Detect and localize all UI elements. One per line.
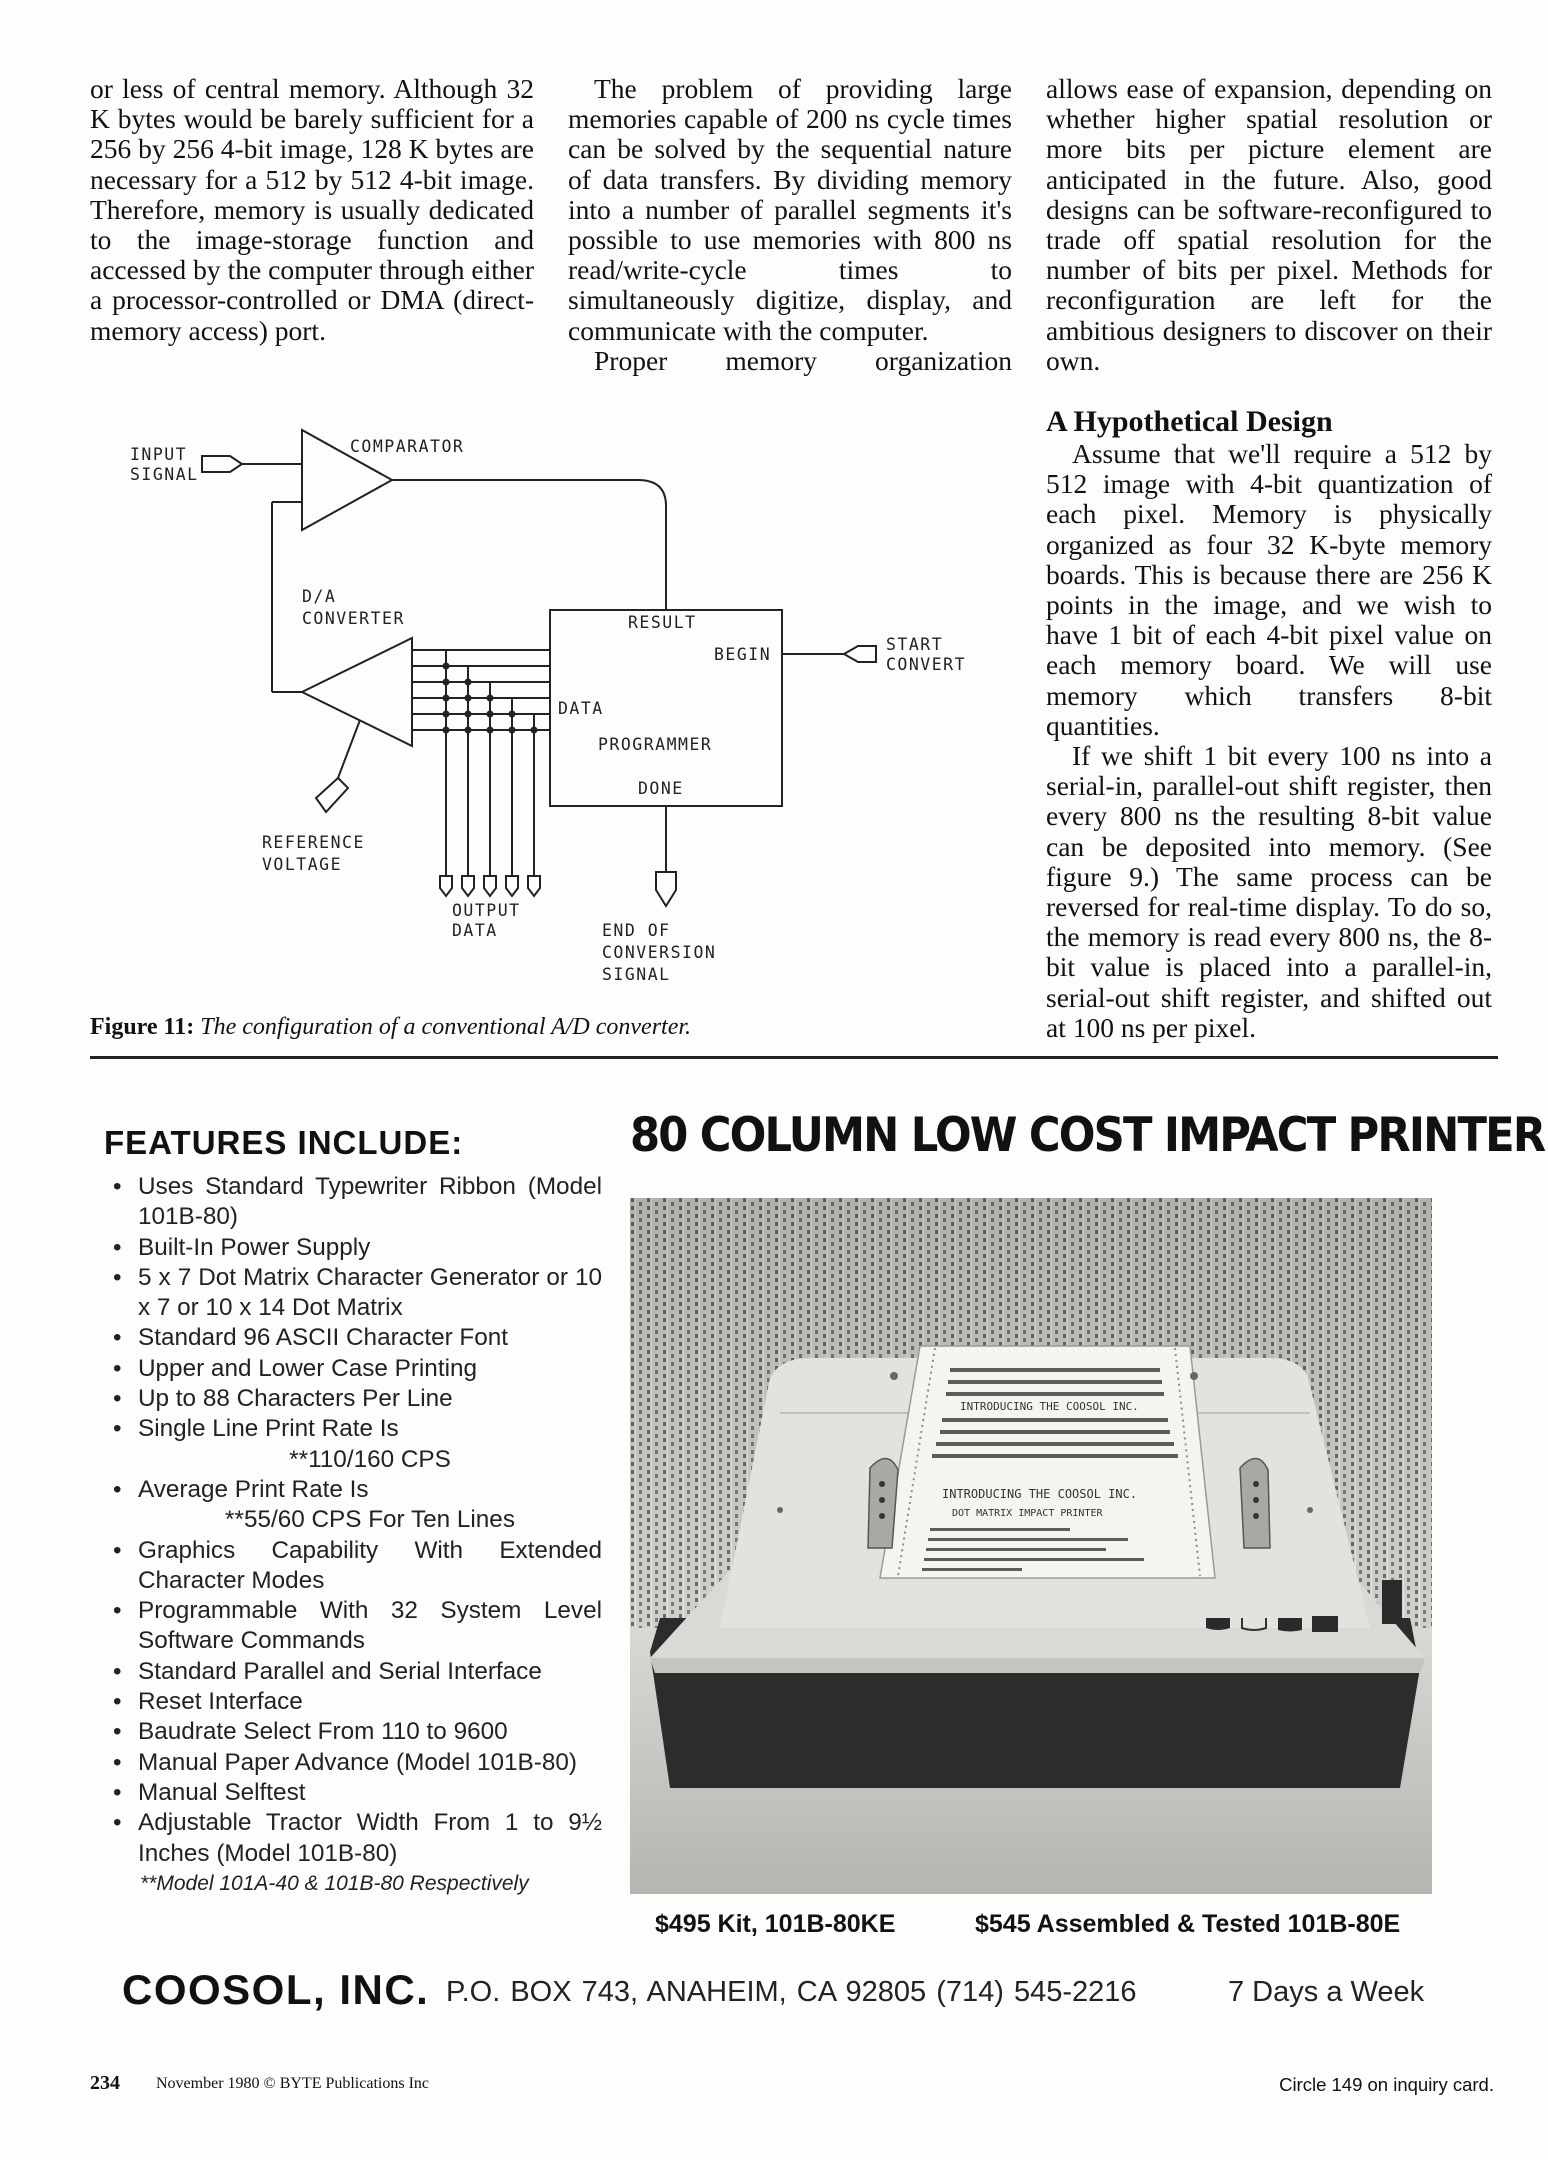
features-list — [108, 1172, 602, 1869]
feature-item-single-rate — [108, 1414, 602, 1475]
feature-item: • Graphics Capability With Extended Character Modes — [108, 1536, 602, 1597]
feature-item: • Baudrate Select From 110 to 9600 — [108, 1717, 602, 1747]
price-assembled: $545 Assembled & Tested 101B-80E — [975, 1910, 1401, 1938]
feature-text: Average Print Rate Is — [138, 1475, 369, 1503]
feature-item: • 5 x 7 Dot Matrix Character Generator or 10 x 7 or 10 x 14 Dot Matrix — [108, 1263, 602, 1324]
inquiry-note: Circle 149 on inquiry card. — [1279, 2074, 1494, 2095]
col3-paragraph-1: allows ease of expansion, depending on whether higher spatial resolution or more bits per picture element are anticipated in the future. Also, good designs can be software-reconfigured to trade off spatial resolution for the number of bits per pixel. Methods for reconfiguration are left for the ambitious designers to discover on their own. — [1046, 73, 1492, 376]
label-input: INPUT — [130, 445, 188, 464]
page-number: 234 — [90, 2072, 120, 2094]
section-divider — [90, 1056, 1498, 1059]
label-end-of: END OF — [602, 921, 671, 940]
feature-item: • Manual Selftest — [108, 1778, 602, 1808]
feature-item: • Up to 88 Characters Per Line — [108, 1384, 602, 1414]
label-da: D/A — [302, 587, 337, 606]
article-column-3-lower — [1046, 405, 1492, 1043]
start-connector — [844, 646, 876, 662]
feature-item: • Standard Parallel and Serial Interface — [108, 1657, 602, 1687]
label-begin: BEGIN — [714, 645, 772, 664]
feature-item-average-rate — [108, 1475, 602, 1536]
company-address: P.O. BOX 743, ANAHEIM, CA 92805 (714) 545-2216 — [446, 1976, 1137, 2008]
paper-line-1: INTRODUCING THE COOSOL INC. — [960, 1400, 1139, 1413]
features-footnote: **Model 101A-40 & 101B-80 Respectively — [140, 1872, 529, 1895]
ad-title: 80 COLUMN LOW COST IMPACT PRINTER — [630, 1108, 1545, 1163]
feature-item: • Upper and Lower Case Printing — [108, 1354, 602, 1384]
caption-label: Figure 11: — [90, 1014, 195, 1040]
col3-paragraph-3: If we shift 1 bit every 100 ns into a serial-in, parallel-out shift register, then every 800 ns the resulting 8-bit value can be deposited into memory. (See figure 9.) The same process can be reversed for real-time display. To do so, the memory is read every 800 ns, the 8-bit value is placed into a parallel-in, serial-out shift register, and shifted out at 100 ns per pixel. — [1046, 740, 1492, 1043]
label-done: DONE — [638, 779, 684, 798]
label-data: DATA — [558, 699, 604, 718]
feature-item: • Reset Interface — [108, 1687, 602, 1717]
section-heading: A Hypothetical Design — [1046, 405, 1333, 438]
label-signal-out: SIGNAL — [602, 965, 671, 984]
feature-item: • Standard 96 ASCII Character Font — [108, 1323, 602, 1353]
company-hours: 7 Days a Week — [1228, 1976, 1425, 2008]
paper-line-1b: INTRODUCING THE COOSOL INC. — [942, 1487, 1138, 1501]
label-output: OUTPUT — [452, 901, 521, 920]
input-connector — [202, 456, 242, 472]
paper-line-2: DOT MATRIX IMPACT PRINTER — [952, 1508, 1103, 1519]
label-result: RESULT — [628, 613, 697, 632]
feature-item: • Adjustable Tractor Width From 1 to 9½ Inches (Model 101B-80) — [108, 1808, 602, 1869]
article-column-1 — [90, 74, 534, 346]
label-converter: CONVERTER — [302, 609, 405, 628]
ad-converter-diagram — [120, 420, 990, 1000]
feature-item: • Built-In Power Supply — [108, 1233, 602, 1263]
printer-photo — [630, 1198, 1432, 1894]
feature-item: • Manual Paper Advance (Model 101B-80) — [108, 1748, 602, 1778]
end-connector — [656, 872, 676, 906]
feature-item: • Programmable With 32 System Level Software Commands — [108, 1596, 602, 1657]
average-rate-value: **55/60 CPS For Ten Lines — [225, 1506, 515, 1534]
col2-paragraph-2: Proper memory organization — [594, 344, 1012, 376]
label-convert: CONVERT — [886, 655, 967, 674]
label-voltage: VOLTAGE — [262, 855, 343, 874]
col3-paragraph-2: Assume that we'll require a 512 by 512 image with 4-bit quantization of each pixel. Memory is physically organized as four 32 K-byte memory boards. This is because there are 256 K points in the image, and we wish to have 1 bit of each 4-bit pixel value on each memory board. We will use memory which transfers 8-bit quantities. — [1046, 438, 1492, 741]
label-reference: REFERENCE — [262, 833, 365, 852]
price-kit: $495 Kit, 101B-80KE — [655, 1910, 896, 1938]
feature-text: Single Line Print Rate Is — [138, 1415, 399, 1443]
company-name: COOSOL, INC. — [122, 1966, 430, 2013]
single-rate-value: **110/160 CPS — [289, 1445, 451, 1473]
article-column-3 — [1046, 74, 1492, 376]
caption-text: The configuration of a conventional A/D converter. — [200, 1014, 692, 1040]
label-comparator: COMPARATOR — [350, 437, 465, 456]
label-signal: SIGNAL — [130, 465, 199, 484]
label-output-data: DATA — [452, 921, 498, 940]
features-title: FEATURES INCLUDE: — [104, 1124, 464, 1161]
label-programmer: PROGRAMMER — [598, 735, 713, 754]
col2-paragraph-1: The problem of providing large memories capable of 200 ns cycle times can be solved by the sequential nature of data transfers. By dividing memory into a number of parallel segments it's possible to use memories with 800 ns read/write-cycle times to simultaneously digitize, display, and communicate with the computer. — [568, 73, 1012, 346]
reference-connector — [316, 778, 348, 812]
article-column-2 — [568, 74, 1012, 376]
label-start: START — [886, 635, 944, 654]
publication-info: November 1980 © BYTE Publications Inc — [156, 2075, 429, 2092]
col1-text: or less of central memory. Although 32 K bytes would be barely sufficient for a 256 by 256 4-bit image, 128 K bytes are necessary for a 512 by 512 4-bit image. Therefore, memory is usually dedicated to the image-storage function and accessed by the computer through either a processor-controlled or DMA (direct-memory access) port. — [90, 73, 534, 346]
label-conversion: CONVERSION — [602, 943, 717, 962]
figure-caption — [90, 1014, 691, 1041]
feature-item: • Uses Standard Typewriter Ribbon (Model 101B-80) — [108, 1172, 602, 1233]
